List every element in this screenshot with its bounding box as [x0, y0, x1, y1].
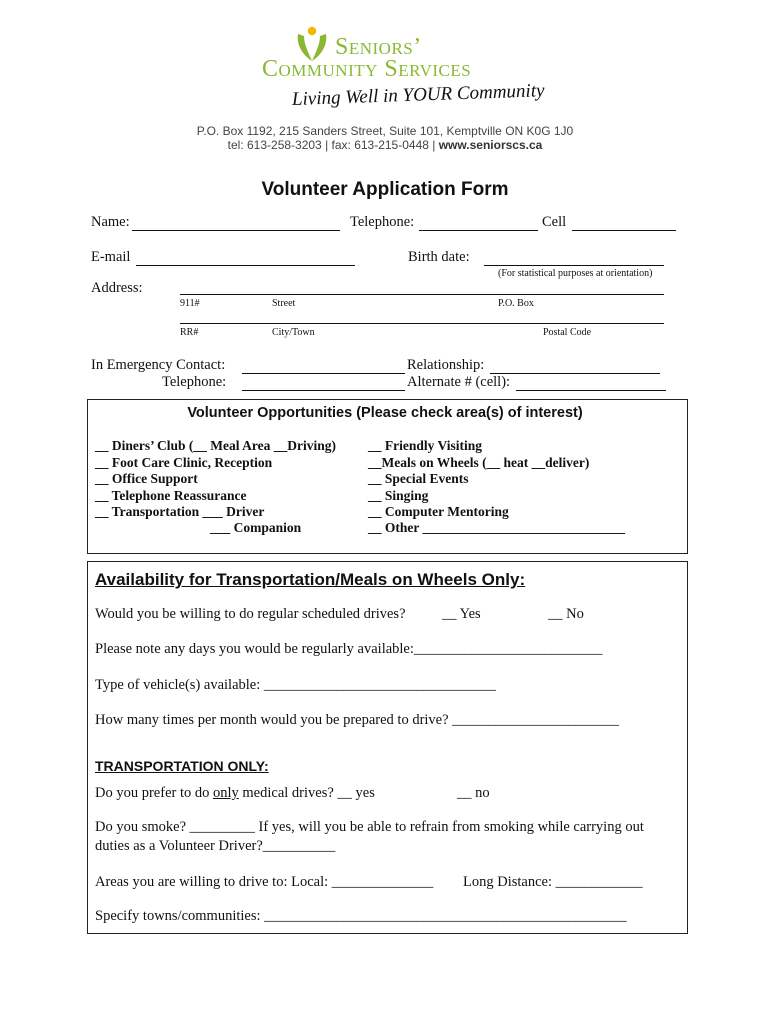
volunteer-option[interactable]: __ Telephone Reassurance: [95, 488, 247, 503]
volunteer-option[interactable]: __ Friendly Visiting: [368, 438, 483, 453]
volunteer-option[interactable]: __Meals on Wheels (__ heat __deliver): [368, 455, 590, 470]
address-line: P.O. Box 1192, 215 Sanders Street, Suite 101, Kemptville ON K0G 1J0: [196, 124, 574, 138]
form-title: Volunteer Application Form: [261, 179, 509, 200]
emergency-contact-label: In Emergency Contact:: [91, 357, 226, 373]
scheduled-yes-option[interactable]: __ Yes: [442, 606, 481, 622]
address-pobox-label: P.O. Box: [498, 298, 534, 309]
medical-no-option[interactable]: __ no: [457, 785, 490, 801]
emergency-telephone-label: Telephone:: [162, 374, 227, 390]
org-name-line2: Community Services: [262, 56, 472, 82]
address-label: Address:: [91, 280, 143, 296]
scheduled-no-option[interactable]: __ No: [548, 606, 584, 622]
relationship-field[interactable]: [490, 373, 660, 374]
emergency-contact-field[interactable]: [242, 373, 405, 374]
local-areas-question[interactable]: Areas you are willing to drive to: Local: ______________: [95, 874, 434, 890]
phone-fax: tel: 613-258-3203 | fax: 613-215-0448 |: [227, 138, 439, 152]
contact-line: [0, 138, 770, 152]
address-911-label: 911#: [180, 298, 200, 309]
address-rr-label: RR#: [180, 327, 199, 338]
relationship-label: Relationship:: [407, 357, 485, 373]
emergency-telephone-field[interactable]: [242, 390, 405, 391]
birth-date-label: Birth date:: [408, 249, 470, 265]
website-link[interactable]: www.seniorscs.ca: [438, 138, 543, 152]
transportation-only-title: TRANSPORTATION ONLY:: [95, 758, 269, 774]
address-street-label: Street: [272, 298, 296, 309]
medical-question-only: only: [212, 785, 239, 801]
volunteer-option[interactable]: __ Diners’ Club (__ Meal Area __Driving): [95, 438, 336, 453]
cell-label: Cell: [542, 214, 567, 230]
alternate-cell-field[interactable]: [516, 390, 666, 391]
volunteer-option-companion[interactable]: ___ Companion: [210, 520, 302, 535]
address-postal-label: Postal Code: [543, 327, 592, 338]
volunteer-option-other[interactable]: __ Other ______________________________: [368, 520, 625, 535]
volunteer-option[interactable]: __ Special Events: [368, 471, 469, 486]
vehicle-type-question[interactable]: Type of vehicle(s) available: ________________________________: [95, 677, 496, 693]
volunteer-option[interactable]: __ Office Support: [95, 471, 198, 486]
cell-field[interactable]: [572, 230, 676, 231]
birth-date-note: (For statistical purposes at orientation): [498, 268, 653, 279]
address-line1-field[interactable]: [180, 294, 664, 295]
medical-question-post[interactable]: medical drives? __ yes: [238, 785, 375, 801]
times-per-month-question[interactable]: How many times per month would you be prepared to drive? _______________________: [95, 712, 619, 728]
volunteer-option[interactable]: __ Singing: [368, 488, 429, 503]
birth-date-field[interactable]: [484, 265, 664, 266]
org-name-line1: Seniors’: [335, 34, 422, 60]
scheduled-drives-question: Would you be willing to do regular scheduled drives?: [95, 606, 406, 622]
volunteer-option[interactable]: __ Foot Care Clinic, Reception: [95, 455, 273, 470]
email-label: E-mail: [91, 249, 131, 265]
volunteer-opportunities-title: Volunteer Opportunities (Please check area(s) of interest): [187, 405, 583, 421]
long-distance-question[interactable]: Long Distance: ____________: [463, 874, 643, 890]
address-city-label: City/Town: [272, 327, 315, 338]
telephone-label: Telephone:: [350, 214, 415, 230]
telephone-field[interactable]: [419, 230, 538, 231]
name-label: Name:: [91, 214, 130, 230]
address-line2-field[interactable]: [180, 323, 664, 324]
medical-drives-question: [95, 785, 375, 802]
volunteer-option[interactable]: __ Transportation ___ Driver: [95, 504, 265, 519]
medical-question-pre: Do you prefer to do: [95, 785, 213, 801]
availability-title: Availability for Transportation/Meals on Wheels Only:: [95, 570, 526, 589]
tagline: Living Well in YOUR Community: [291, 80, 545, 110]
alternate-cell-label: Alternate # (cell):: [407, 374, 511, 390]
smoke-question[interactable]: Do you smoke? _________ If yes, will you be able to refrain from smoking while carrying out: [95, 819, 644, 835]
email-field[interactable]: [136, 265, 355, 266]
volunteer-option[interactable]: __ Computer Mentoring: [368, 504, 509, 519]
smoke-question-cont[interactable]: duties as a Volunteer Driver?__________: [95, 838, 336, 854]
towns-question[interactable]: Specify towns/communities: __________________________________________________: [95, 908, 627, 924]
name-field[interactable]: [132, 230, 340, 231]
available-days-question[interactable]: Please note any days you would be regularly available:__________________________: [95, 641, 603, 657]
